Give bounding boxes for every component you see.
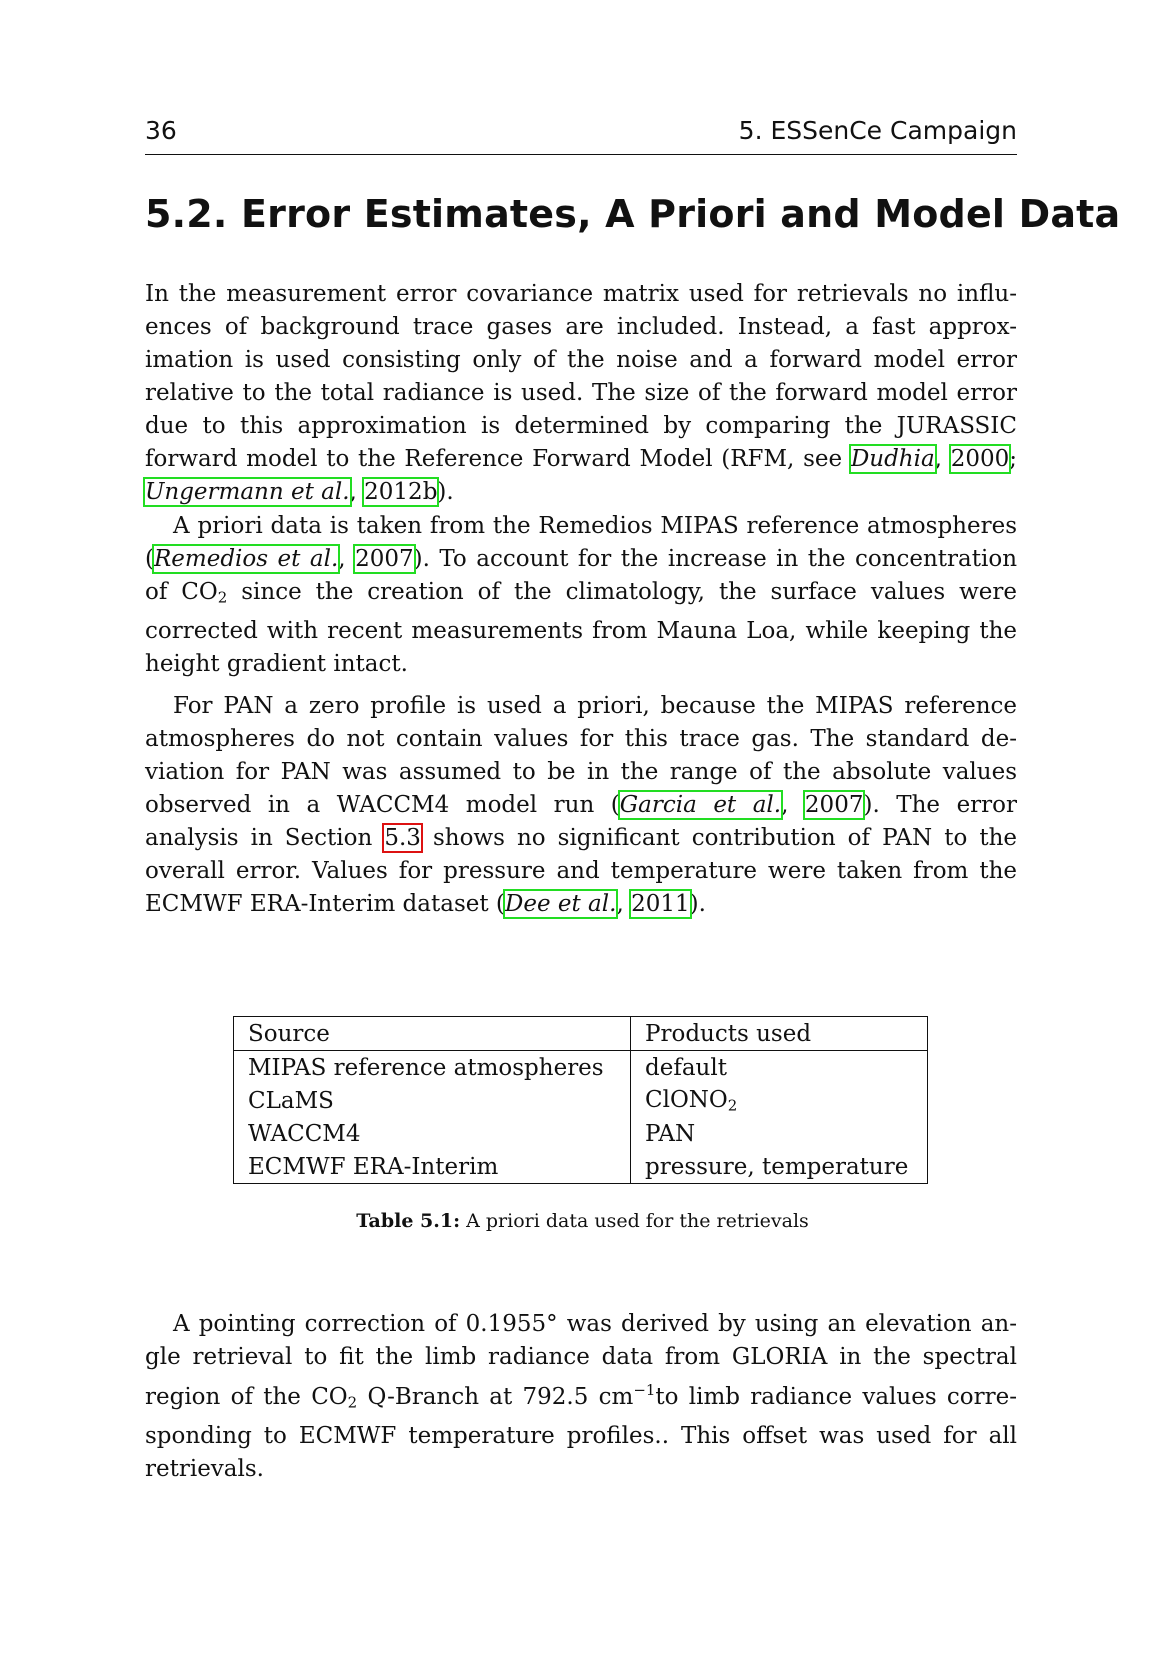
table-cell: MIPAS reference atmospheres [234, 1051, 631, 1085]
text-line: imation is used consisting only of the noise and a forward model error [145, 347, 1017, 373]
text-line: height gradient intact. [145, 650, 408, 677]
cell-text: ClONO [645, 1086, 728, 1113]
text-line: gle retrieval to fit the limb radiance data from GLORIA in the spectral [145, 1344, 1017, 1370]
table-row [234, 1051, 928, 1085]
text-line: ences of background trace gases are included. Instead, a fast approx- [145, 314, 1017, 340]
section-title: Error Estimates, A Priori and Model Data [241, 192, 1121, 236]
text-line: retrievals. [145, 1455, 264, 1482]
text-line: Ungermann et al., 2012b). [145, 479, 454, 505]
subscript: 2 [727, 1096, 738, 1115]
citation-link-dudhia[interactable]: Dudhia [850, 446, 935, 472]
citation-year-link[interactable]: 2000 [950, 446, 1010, 472]
text-fragment: Q-Branch at 792.5 cm [357, 1383, 634, 1410]
section-reference-link[interactable]: 5.3 [384, 825, 421, 851]
citation-link-dee[interactable]: Dee et al. [504, 891, 617, 917]
text-fragment: to limb radiance values corre- [655, 1383, 1017, 1410]
running-header [145, 116, 1017, 155]
table-header-row [234, 1017, 928, 1051]
section-heading [145, 192, 1120, 236]
citation-link-remedios[interactable]: Remedios et al. [153, 546, 339, 572]
table-row [234, 1117, 928, 1150]
table-cell: CLaMS [234, 1084, 631, 1117]
citation-year-link[interactable]: 2012b [364, 479, 438, 505]
text-line: A pointing correction of 0.1955° was derived by using an elevation an- [173, 1311, 1017, 1337]
text-line: overall error. Values for pressure and temperature were taken from the [145, 858, 1017, 884]
text-fragment: ). [689, 891, 706, 917]
column-header-source: Source [234, 1017, 631, 1051]
text-fragment: ). To account for the increase in the concentration [413, 546, 1018, 572]
text-line: due to this approximation is determined by comparing the JURASSIC [145, 413, 1017, 439]
text-line: In the measurement error covariance matrix used for retrievals no influ- [145, 281, 1017, 307]
table-caption [0, 1210, 1165, 1232]
running-title: 5. ESSenCe Campaign [738, 116, 1017, 145]
table-cell: WACCM4 [234, 1117, 631, 1150]
caption-text: A priori data used for the retrievals [460, 1210, 809, 1232]
table-cell: PAN [645, 1120, 696, 1147]
text-line: For PAN a zero profile is used a priori, because the MIPAS reference [173, 693, 1017, 719]
text-line: A priori data is taken from the Remedios MIPAS reference atmospheres [173, 513, 1017, 539]
table-row [234, 1084, 928, 1117]
citation-link-garcia[interactable]: Garcia et al. [619, 792, 782, 818]
text-fragment: analysis in Section [145, 825, 385, 851]
paragraph-4 [145, 1308, 1017, 1486]
citation-year-link[interactable]: 2011 [631, 891, 690, 917]
data-table [233, 1016, 928, 1184]
apriori-table [233, 1016, 928, 1184]
text-line: sponding to ECMWF temperature profiles.. This offset was used for all [145, 1422, 1017, 1449]
superscript: −1 [633, 1381, 656, 1399]
text-line [145, 822, 1017, 855]
text-line: corrected with recent measurements from Mauna Loa, while keeping the [145, 617, 1017, 644]
text-line [145, 576, 1017, 615]
paragraph-1 [145, 278, 1017, 509]
page-number: 36 [145, 116, 177, 145]
table-cell: default [645, 1054, 727, 1081]
table-cell: pressure, temperature [645, 1153, 909, 1180]
table-cell [631, 1084, 928, 1117]
text-fragment: of CO [145, 579, 218, 605]
text-fragment: ECMWF ERA-Interim dataset ( [145, 891, 505, 917]
paragraph-2 [145, 510, 1017, 681]
text-fragment: region of the CO [145, 1383, 348, 1410]
column-header-products: Products used [631, 1017, 928, 1051]
text-line: observed in a WACCM4 model run (Garcia et al., 2007). The error [145, 792, 1018, 818]
text-line: relative to the total radiance is used. The size of the forward model error [145, 380, 1017, 406]
citation-link-ungermann[interactable]: Ungermann et al. [145, 479, 350, 505]
paragraph-3 [145, 690, 1017, 921]
text-fragment: since the creation of the climatology, the surface values were [227, 579, 1017, 605]
subscript: 2 [217, 588, 228, 607]
text-fragment: observed in a WACCM4 model run ( [145, 792, 620, 818]
text-fragment: ). The error [863, 792, 1018, 818]
text-line: forward model to the Reference Forward Model (RFM, see Dudhia, 2000; [145, 446, 1017, 472]
section-number: 5.2. [145, 192, 228, 236]
text-fragment: forward model to the Reference Forward Model (RFM, see [145, 446, 851, 472]
text-line [145, 1374, 1017, 1420]
table-cell: ECMWF ERA-Interim [234, 1150, 631, 1184]
text-line: ECMWF ERA-Interim dataset (Dee et al., 2011). [145, 891, 706, 917]
text-line: (Remedios et al., 2007). To account for the increase in the concentration [145, 546, 1018, 572]
table-row [234, 1150, 928, 1184]
text-line: viation for PAN was assumed to be in the range of the absolute values [145, 759, 1017, 785]
citation-year-link[interactable]: 2007 [804, 792, 864, 818]
caption-label: Table 5.1: [356, 1210, 461, 1232]
citation-year-link[interactable]: 2007 [355, 546, 414, 572]
subscript: 2 [347, 1393, 358, 1412]
text-fragment: ). [437, 479, 454, 505]
text-fragment: shows no significant contribution of PAN to the [420, 825, 1017, 851]
text-line: atmospheres do not contain values for this trace gas. The standard de- [145, 726, 1017, 752]
